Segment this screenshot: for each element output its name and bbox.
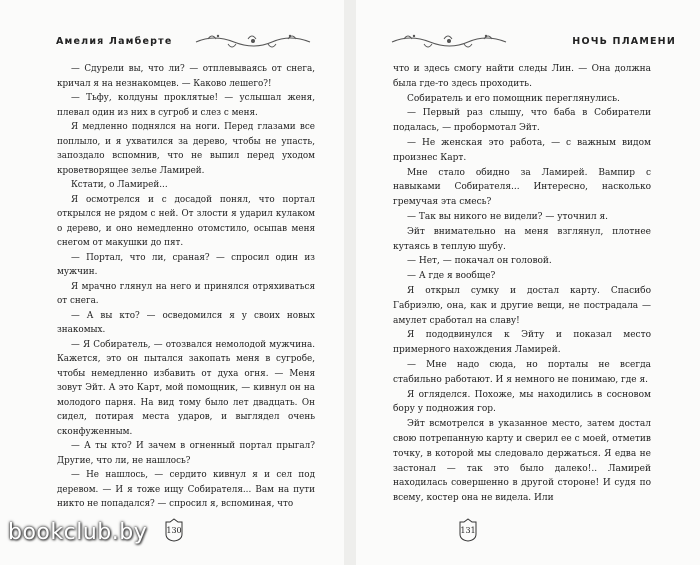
body-text: [57, 62, 315, 512]
paragraph: — Мне надо сюда, но порталы не всегда стабильно работают. И я немного не понимаю, где я.: [393, 359, 651, 385]
ornament-vine-icon: [390, 30, 508, 50]
page-number: 130: [166, 526, 182, 535]
ornament-vine-icon: [194, 30, 312, 50]
paragraph: Я огляделся. Похоже, мы находились в сосновом бору у подножия гор.: [393, 389, 651, 415]
paragraph: — А ты кто? И зачем в огненный портал прыгал? Другие, что ли, не нашлось?: [57, 441, 315, 466]
body-text: [393, 62, 651, 506]
watermark-logo: bookclub.by: [8, 520, 148, 545]
paragraph: — Портал, что ли, сраная? — спросил один из мужчин.: [57, 252, 315, 277]
paragraph: Я открыл сумку и достал карту. Спасибо Габриэлю, она, как и другие вещи, не пострадала — амулет сработал на славу!: [393, 285, 651, 326]
paragraph: — А где я вообще?: [407, 271, 496, 282]
paragraph: Я пододвинулся к Эйту и показал место примерного нахождения Ламирей.: [393, 330, 651, 356]
paragraph: — Сдурели вы, что ли? — отплевываясь от снега, кричал я на незнакомцев. — Каково лешего?!: [57, 64, 315, 89]
paragraph: — Не нашлось, — сердито кивнул я и сел под деревом. — И я тоже ищу Собирателя... Вам на пути никто не попадался? — спросил я, вспоминая, что: [57, 470, 315, 509]
paragraph: — Нет, — покачал он головой.: [407, 256, 552, 267]
right-page: [356, 0, 700, 565]
paragraph: — Не женская это работа, — с важным видом произнес Карт.: [393, 137, 651, 163]
paragraph: Я медленно поднялся на ноги. Перед глазами все поплыло, и я ухватился за дерево, чтобы не упасть, запоздало вспомнив, что не выпил перед уходом кроветворящее зелье Ламирей.: [57, 122, 315, 176]
paragraph: Мне стало обидно за Ламирей. Вампир с навыками Собирателя... Интересно, насколько гремучая эта смесь?: [393, 167, 651, 208]
paragraph: — Я Собиратель, — отозвался немолодой мужчина. Кажется, это он пытался закопать меня в сугробе, чтобы немедленно избавить от духа огня. — Меня зовут Эйт. А это Карт, мой помощник, — кивнул он на молодого парня. На вид тому было лет двадцать. Он сидел, потирая места ударов, и выглядел очень сконфуженным.: [57, 339, 315, 437]
paragraph: Я осмотрелся и с досадой понял, что портал открылся не рядом с ней. От злости я ударил кулаком о дерево, и оно немедленно отомстило, осыпав меня снегом от макушки до пят.: [57, 194, 315, 248]
paragraph: — Первый раз слышу, что баба в Собиратели подалась, — пробормотал Эйт.: [393, 108, 651, 134]
book-gutter: [344, 0, 356, 565]
left-page: [0, 0, 344, 565]
paragraph: что и здесь смогу найти следы Лин. — Она должна была где-то здесь проходить.: [393, 64, 651, 89]
page-number: 131: [460, 526, 476, 535]
running-header-author: Амелия Ламберте: [56, 36, 173, 47]
running-header-title: НОЧЬ ПЛАМЕНИ: [572, 36, 676, 47]
paragraph: Я мрачно глянул на него и принялся отряхиваться от снега.: [57, 281, 315, 306]
paragraph: Кстати, о Ламирей...: [71, 180, 168, 190]
paragraph: — Так вы никого не видели? — уточнил я.: [407, 211, 608, 222]
page-number-badge: [164, 518, 184, 542]
paragraph: Собиратель и его помощник переглянулись.: [407, 93, 620, 104]
paragraph: — Тьфу, колдуны проклятые! — услышал женя, плевал один из них в сугроб и слез с меня.: [57, 93, 315, 118]
page-number-badge: [458, 518, 478, 542]
paragraph: Эйт всмотрелся в указанное место, затем достал свою потрепанную карту и сверил ее с моей, отметив точку, в которой мы следовало держаться. Я едва не застонал — так это было далеко!.. Ламирей находилась совершенно в другой стороне! И судя по всему, костер она не видела. Или: [393, 419, 651, 504]
paragraph: Эйт внимательно на меня взглянул, плотнее кутаясь в теплую шубу.: [393, 226, 651, 252]
paragraph: — А вы кто? — осведомился я у своих новых знакомых.: [57, 310, 315, 335]
